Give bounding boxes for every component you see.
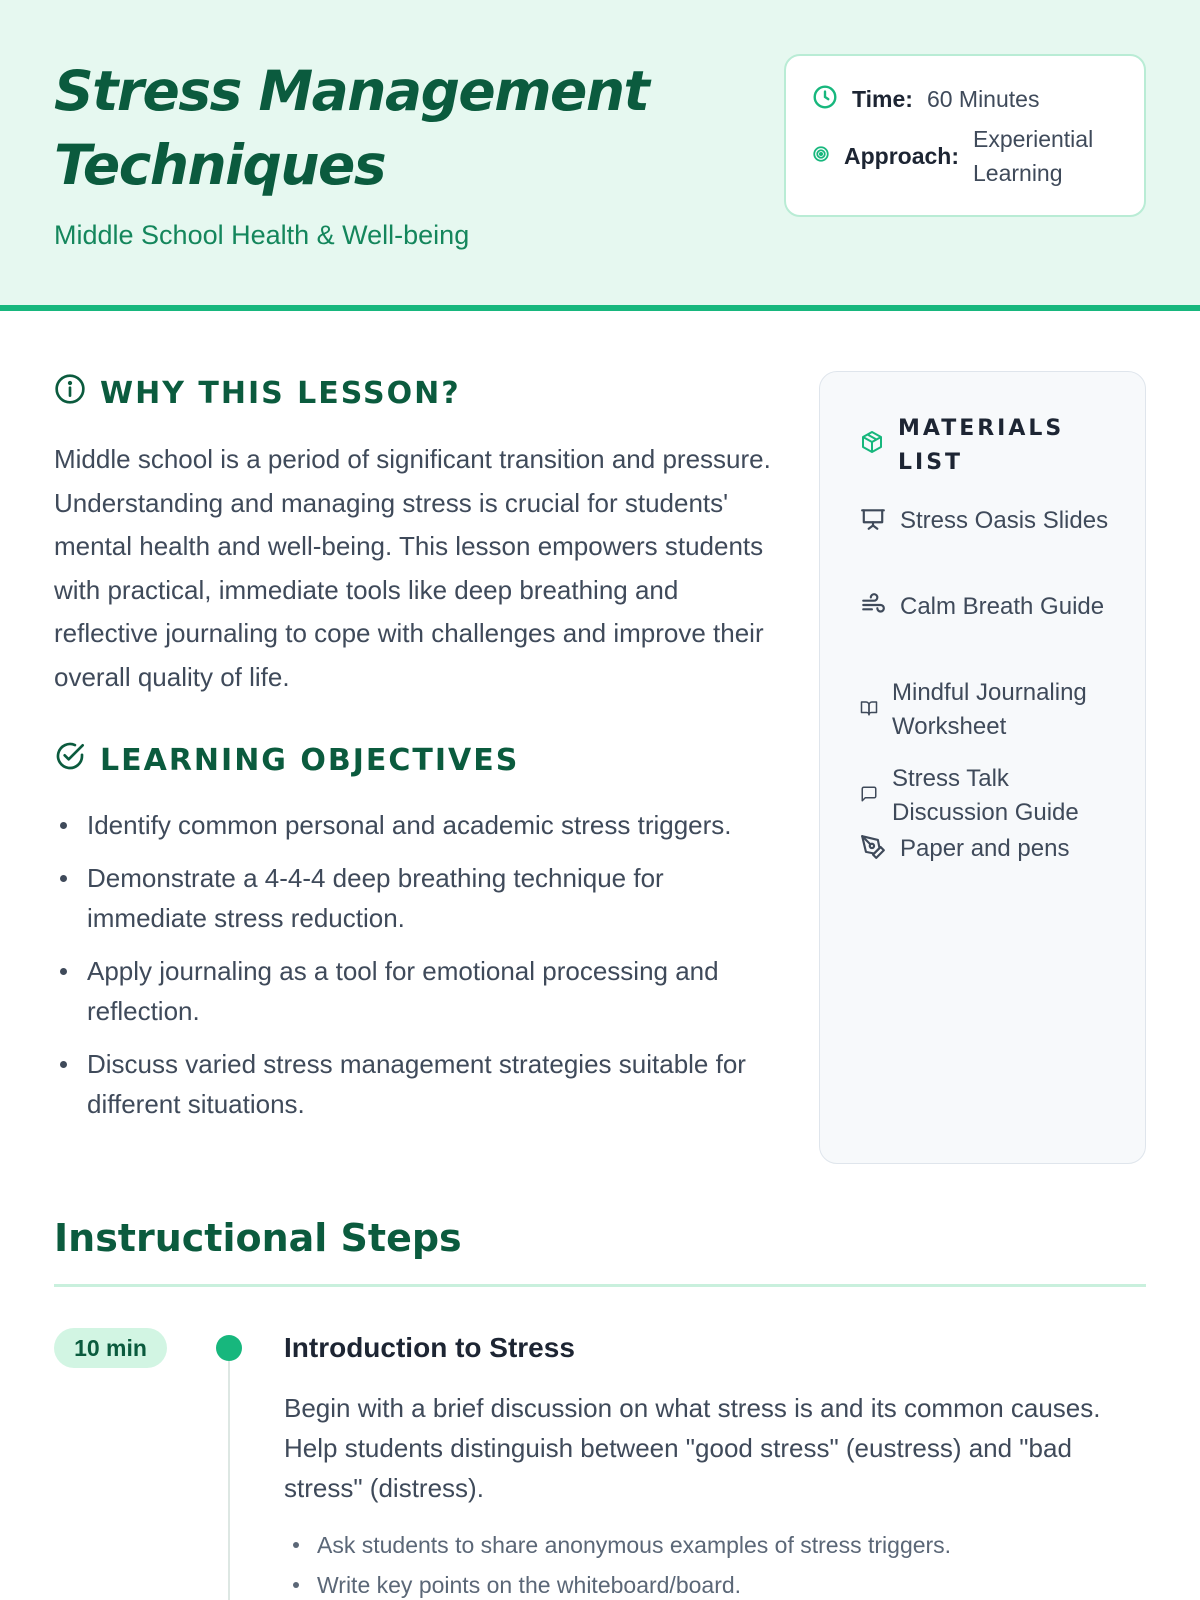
package-icon: [860, 430, 884, 459]
material-item: [860, 504, 1120, 538]
check-circle-icon: [54, 740, 86, 780]
material-label: Stress Talk Discussion Guide: [892, 765, 1079, 826]
materials-heading: [860, 412, 1098, 480]
material-item: [860, 832, 1120, 866]
why-heading-text: WHY THIS LESSON?: [100, 375, 461, 411]
clock-icon: [812, 84, 838, 115]
lesson-header: [0, 0, 1200, 311]
step-bullet: Write key points on the whiteboard/board.: [284, 1565, 1144, 1600]
timeline-line: [228, 1361, 230, 1600]
time-label: Time:: [852, 86, 913, 112]
material-item: [860, 590, 1120, 624]
time-row: [812, 84, 1039, 115]
why-paragraph: Middle school is a period of significant transition and pressure. Understanding and managing stress is crucial for students' mental health and well-being. This lesson empowers students with practical, immediate tools like deep breathing and reflective journaling to cope with challenges and improve their overall quality of life.: [54, 444, 771, 692]
objectives-heading-text: LEARNING OBJECTIVES: [100, 742, 520, 778]
material-label: Stress Oasis Slides: [900, 507, 1109, 534]
material-item: [860, 762, 1112, 830]
time-value: 60 Minutes: [926, 86, 1040, 112]
objectives-heading: [54, 740, 519, 780]
step-title: Introduction to Stress: [284, 1332, 575, 1363]
approach-value: Experiential Learning: [973, 126, 1094, 186]
pen-icon: [860, 834, 886, 865]
materials-heading-text: MATERIALS LIST: [898, 416, 1065, 475]
page-title: Stress Management Techniques: [54, 59, 649, 197]
objective-item: Demonstrate a 4-4-4 deep breathing technique for immediate stress reduction.: [54, 858, 754, 938]
book-icon: [860, 699, 878, 722]
step-description: Begin with a brief discussion on what stress is and its common causes. Help students distinguish between "good stress" (eustress) and "bad stress" (distress).: [284, 1393, 1101, 1503]
objectives-list: [54, 805, 754, 1137]
material-label: Paper and pens: [900, 835, 1070, 862]
material-item: [860, 676, 1112, 744]
steps-heading: Instructional Steps: [54, 1216, 462, 1260]
approach-label: Approach:: [844, 142, 959, 169]
approach-row: [812, 122, 1113, 190]
materials-panel: [819, 371, 1146, 1164]
why-heading: [54, 373, 461, 413]
material-label: Calm Breath Guide: [900, 593, 1105, 620]
material-label: Mindful Journaling Worksheet: [892, 679, 1087, 740]
objective-item: Apply journaling as a tool for emotional processing and reflection.: [54, 951, 754, 1031]
info-icon: [54, 373, 86, 413]
steps-divider: [54, 1284, 1146, 1287]
lesson-info-card: [784, 54, 1146, 217]
presentation-icon: [860, 506, 886, 537]
step-bullets: [284, 1525, 1144, 1600]
page-subtitle: Middle School Health & Well-being: [54, 220, 470, 250]
chat-icon: [860, 785, 878, 808]
objective-item: Discuss varied stress management strategies suitable for different situations.: [54, 1044, 754, 1124]
timeline-dot: [216, 1335, 242, 1361]
objective-item: Identify common personal and academic stress triggers.: [54, 805, 754, 845]
wind-icon: [860, 592, 886, 623]
step-bullet: Ask students to share anonymous examples of stress triggers.: [284, 1525, 1144, 1565]
target-icon: [812, 145, 830, 168]
step-duration-badge: 10 min: [54, 1328, 167, 1368]
